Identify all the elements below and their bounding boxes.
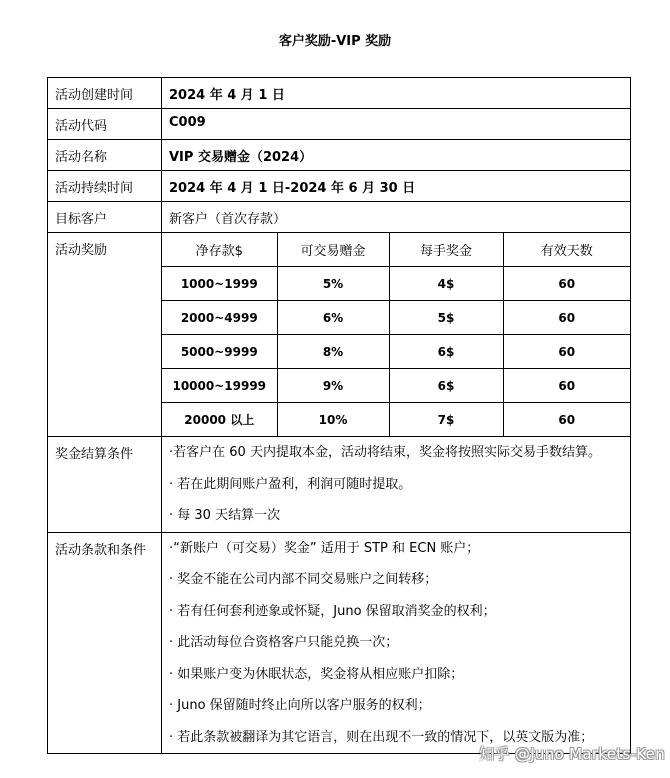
- terms-item: · 若有任何套利迹象或怀疑，Juno 保留取消奖金的权利；: [169, 603, 496, 619]
- row-label-duration: 活动持续时间: [48, 171, 162, 202]
- table-row: [48, 109, 631, 140]
- reward-bonus: 8%: [277, 335, 389, 369]
- row-value-target: 新客户（首次存款）: [162, 202, 631, 233]
- table-row: [48, 233, 631, 437]
- row-value-duration: 2024 年 4 月 1 日-2024 年 6 月 30 日: [162, 171, 631, 202]
- reward-days: 60: [503, 335, 630, 369]
- reward-row: [162, 335, 630, 369]
- watermark: 知乎 @Juno Markets-Ken: [479, 745, 665, 763]
- settlement-item: ·若客户在 60 天内提取本金，活动将结束，奖金将按照实际交易手数结算。: [169, 445, 601, 460]
- reward-deposit: 2000~4999: [162, 301, 277, 335]
- terms-item: · 如果账户变为休眠状态，奖金将从相应账户扣除；: [169, 666, 464, 682]
- reward-row: [162, 301, 630, 335]
- terms-list: [162, 532, 631, 754]
- reward-deposit: 1000~1999: [162, 267, 277, 301]
- document-title: 客户奖励-VIP 奖励: [278, 34, 392, 49]
- reward-cell: [162, 233, 631, 437]
- row-label-name: 活动名称: [48, 140, 162, 171]
- table-row: [48, 437, 631, 533]
- reward-header-days: 有效天数: [503, 233, 630, 267]
- reward-per-lot: 4$: [389, 267, 503, 301]
- reward-per-lot: 6$: [389, 335, 503, 369]
- reward-per-lot: 7$: [389, 403, 503, 437]
- reward-bonus: 6%: [277, 301, 389, 335]
- terms-item: · 此活动每位合资格客户只能兑换一次；: [169, 635, 399, 650]
- reward-row: [162, 369, 630, 403]
- reward-deposit: 20000 以上: [162, 403, 277, 437]
- table-row: [48, 532, 631, 754]
- row-label-reward: 活动奖励: [48, 233, 162, 437]
- row-label-settlement: 奖金结算条件: [48, 437, 162, 533]
- reward-per-lot: 5$: [389, 301, 503, 335]
- table-row: [48, 78, 631, 109]
- settlement-list: [162, 437, 631, 533]
- reward-header-bonus: 可交易赠金: [277, 233, 389, 267]
- row-label-terms: 活动条款和条件: [48, 532, 162, 754]
- activity-table: [47, 77, 631, 754]
- reward-deposit: 10000~19999: [162, 369, 277, 403]
- table-row: [48, 171, 631, 202]
- terms-item: · 奖金不能在公司内部不同交易账户之间转移；: [169, 572, 438, 587]
- row-value-name: VIP 交易赠金（2024）: [162, 140, 631, 171]
- reward-header-deposit: 净存款$: [162, 233, 277, 267]
- row-label-code: 活动代码: [48, 109, 162, 140]
- reward-table: [162, 233, 630, 436]
- table-row: [48, 140, 631, 171]
- reward-bonus: 5%: [277, 267, 389, 301]
- row-value-code: C009: [162, 109, 631, 140]
- terms-item: · Juno 保留随时终止向所以客户服务的权利；: [169, 698, 431, 713]
- terms-item: ·“新账户（可交易）奖金” 适用于 STP 和 ECN 账户；: [169, 540, 480, 556]
- row-label-created: 活动创建时间: [48, 78, 162, 109]
- reward-per-lot: 6$: [389, 369, 503, 403]
- reward-days: 60: [503, 267, 630, 301]
- terms-item: · 若此条款被翻译为其它语言，则在出现不一致的情况下，以英文版为准；: [169, 729, 594, 745]
- reward-deposit: 5000~9999: [162, 335, 277, 369]
- reward-bonus: 9%: [277, 369, 389, 403]
- reward-days: 60: [503, 403, 630, 437]
- reward-row: [162, 267, 630, 301]
- row-label-target: 目标客户: [48, 202, 162, 233]
- reward-header-per-lot: 每手奖金: [389, 233, 503, 267]
- settlement-item: · 每 30 天结算一次: [169, 508, 281, 523]
- reward-row: [162, 403, 630, 437]
- row-value-created: 2024 年 4 月 1 日: [162, 78, 631, 109]
- reward-days: 60: [503, 301, 630, 335]
- reward-header-row: [162, 233, 630, 267]
- table-row: [48, 202, 631, 233]
- reward-days: 60: [503, 369, 630, 403]
- reward-bonus: 10%: [277, 403, 389, 437]
- settlement-item: · 若在此期间账户盈利，利润可随时提取。: [169, 476, 412, 492]
